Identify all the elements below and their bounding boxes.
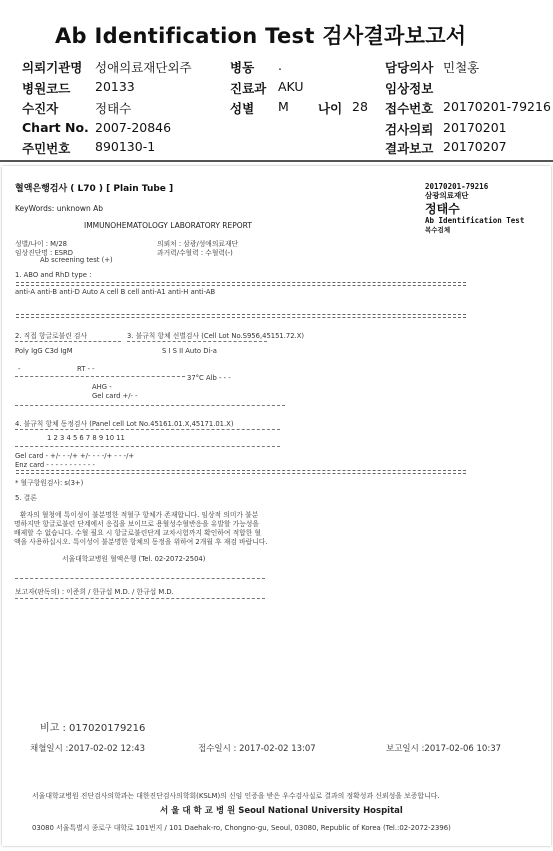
keywords: KeyWords: unknown Ab — [15, 204, 104, 213]
value-ward: . — [278, 58, 282, 73]
conclusion-line3: 배제할 수 없습니다. 수혈 필요 시 항글로불린단계 교차시험까지 확인하여 적합한 혈 — [14, 529, 262, 537]
label-doctor: 담당의사 — [385, 60, 434, 75]
value-chart: 2007-20846 — [95, 120, 172, 135]
value-dept: AKU — [278, 79, 304, 94]
divider — [15, 429, 280, 430]
divider — [15, 446, 280, 447]
footer-certification: 서울대학교병원 진단검사의학과는 대한진단검사의학회(KSLM)의 신임 인증을 받은 우수검사실로 결과의 정확성과 신뢰성을 보증합니다. — [32, 792, 440, 800]
conclusion-line2: 명하지만 항글로불린 단계에서 응집을 보이므로 용혈성수혈반응을 유발할 가능성을 — [14, 520, 259, 528]
label-dept: 진료과 — [230, 81, 267, 96]
label-ward: 병동 — [230, 60, 255, 75]
section1-title: 1. ABO and RhD type : — [15, 271, 92, 279]
screen-ahg: AHG - — [92, 383, 112, 391]
divider — [15, 405, 285, 406]
stamp-org: 삼광의료재단 — [425, 191, 469, 200]
conclusion-line4: 액을 사용하십시오. 특이성이 불분명한 항체의 동정을 위하여 2개월 후 재검 바랍니다. — [14, 538, 268, 546]
stamp-test: Ab Identification Test — [425, 216, 525, 225]
info-sexage: 성별/나이 : M/28 — [15, 240, 67, 248]
screen-columns: S I S II Auto Di-a — [162, 347, 217, 355]
value-hospcode: 20133 — [95, 79, 135, 94]
value-accession: 20170201-79216 — [443, 99, 551, 114]
receive-datetime: 접수일시 : 2017-02-02 13:07 — [198, 744, 316, 754]
label-age: 나이 — [318, 101, 343, 116]
value-reported: 20170207 — [443, 139, 507, 154]
divider — [15, 376, 185, 377]
divider — [16, 314, 466, 318]
label-chart: Chart No. — [22, 120, 89, 135]
label-reported: 결과보고 — [385, 141, 434, 156]
label-org: 의뢰기관명 — [22, 60, 83, 75]
label-patient: 수진자 — [22, 101, 59, 116]
dat-columns: Poly IgG C3d IgM — [15, 347, 73, 355]
divider — [15, 578, 265, 579]
section1-columns: anti-A anti-B anti-D Auto A cell B cell anti-A1 anti-H anti-AB — [15, 288, 216, 296]
report-title: Ab Identification Test 검사결과보고서 — [55, 24, 467, 48]
conclusion-line1: 환자의 혈청에 특이성이 불분명한 적혈구 항체가 존재합니다. 임상적 의미가 불분 — [20, 511, 259, 519]
screen-gel: Gel card +/- - — [92, 392, 138, 400]
header-divider — [0, 160, 553, 162]
report-heading: 혈액은행검사 ( L70 ) [ Plain Tube ] — [15, 184, 174, 194]
label-accession: 접수번호 — [385, 101, 434, 116]
info-screening: Ab screening test (+) — [40, 256, 113, 264]
value-age: 28 — [352, 99, 368, 114]
antigen-result: * 혈구항원검사: s(3+) — [15, 479, 84, 487]
scanned-report — [2, 166, 551, 846]
section2-title: 2. 직접 항글로불린 검사 — [15, 332, 88, 340]
info-history: 과거력/수혈력 : 수혈력(-) — [157, 249, 233, 257]
label-requested: 검사의뢰 — [385, 122, 434, 137]
note-bigo: 비고 : 017020179216 — [40, 723, 146, 734]
panel-enz: Enz card - - - - - - - - - - - — [15, 461, 95, 469]
collect-datetime: 채혈일시 :2017-02-02 12:43 — [30, 744, 146, 754]
label-clinical: 임상정보 — [385, 81, 434, 96]
divider — [15, 341, 121, 342]
panel-gel: Gel card - +/- - -/+ +/- - - -/+ - - -/+ — [15, 452, 135, 460]
info-requester: 의뢰처 : 삼광/성애의료재단 — [157, 240, 239, 248]
screen-alb: 37°C Alb - - - — [187, 374, 231, 382]
divider — [127, 341, 267, 342]
info-diagnosis: 임상진단명 : ESRD — [15, 249, 74, 257]
stamp-name: 정태수 — [425, 202, 460, 216]
lab-title: IMMUNOHEMATOLOGY LABORATORY REPORT — [84, 221, 252, 230]
label-rrn: 주민번호 — [22, 141, 71, 156]
value-sex: M — [278, 99, 289, 114]
bloodbank-contact: 서울대학교병원 혈액은행 (Tel. 02-2072-2504) — [62, 555, 206, 563]
stamp-number: 20170201-79216 — [425, 182, 489, 191]
report-datetime: 보고일시 :2017-02-06 10:37 — [386, 744, 502, 754]
divider — [16, 470, 466, 474]
stamp-sub: 복수검체 — [425, 226, 451, 234]
reporter: 보고자(판독의) : 이준희 / 한규섭 M.D. / 한규섭 M.D. — [15, 588, 174, 596]
section5-title: 5. 결론 — [15, 494, 37, 502]
panel-numbers: 1 2 3 4 5 6 7 8 9 10 11 — [47, 434, 125, 442]
value-requested: 20170201 — [443, 120, 507, 135]
value-patient: 정태수 — [95, 101, 132, 116]
value-doctor: 민철홍 — [443, 60, 480, 75]
divider — [16, 282, 466, 286]
value-org: 성애의료재단외주 — [95, 60, 192, 75]
section4-title: 4. 불규칙 항체 동정검사 (Panel cell Lot No.45161.01.X,45171.01.X) — [15, 420, 234, 428]
screen-rt: RT - - — [77, 365, 95, 373]
value-rrn: 890130-1 — [95, 139, 156, 154]
label-sex: 성별 — [230, 101, 255, 116]
dat-result: - — [18, 365, 21, 373]
label-hospcode: 병원코드 — [22, 81, 71, 96]
footer-address: 03080 서울특별시 종로구 대학로 101번지 / 101 Daehak-ro, Chongno-gu, Seoul, 03080, Republic of Korea (Tel.:02-2072-2396) — [32, 824, 451, 832]
divider — [15, 598, 265, 599]
footer-hospital: 서 울 대 학 교 병 원 Seoul National University Hospital — [160, 806, 403, 816]
section3-title: 3. 불규칙 항체 선별검사 (Cell Lot No.S956,45151.72.X) — [127, 332, 305, 340]
